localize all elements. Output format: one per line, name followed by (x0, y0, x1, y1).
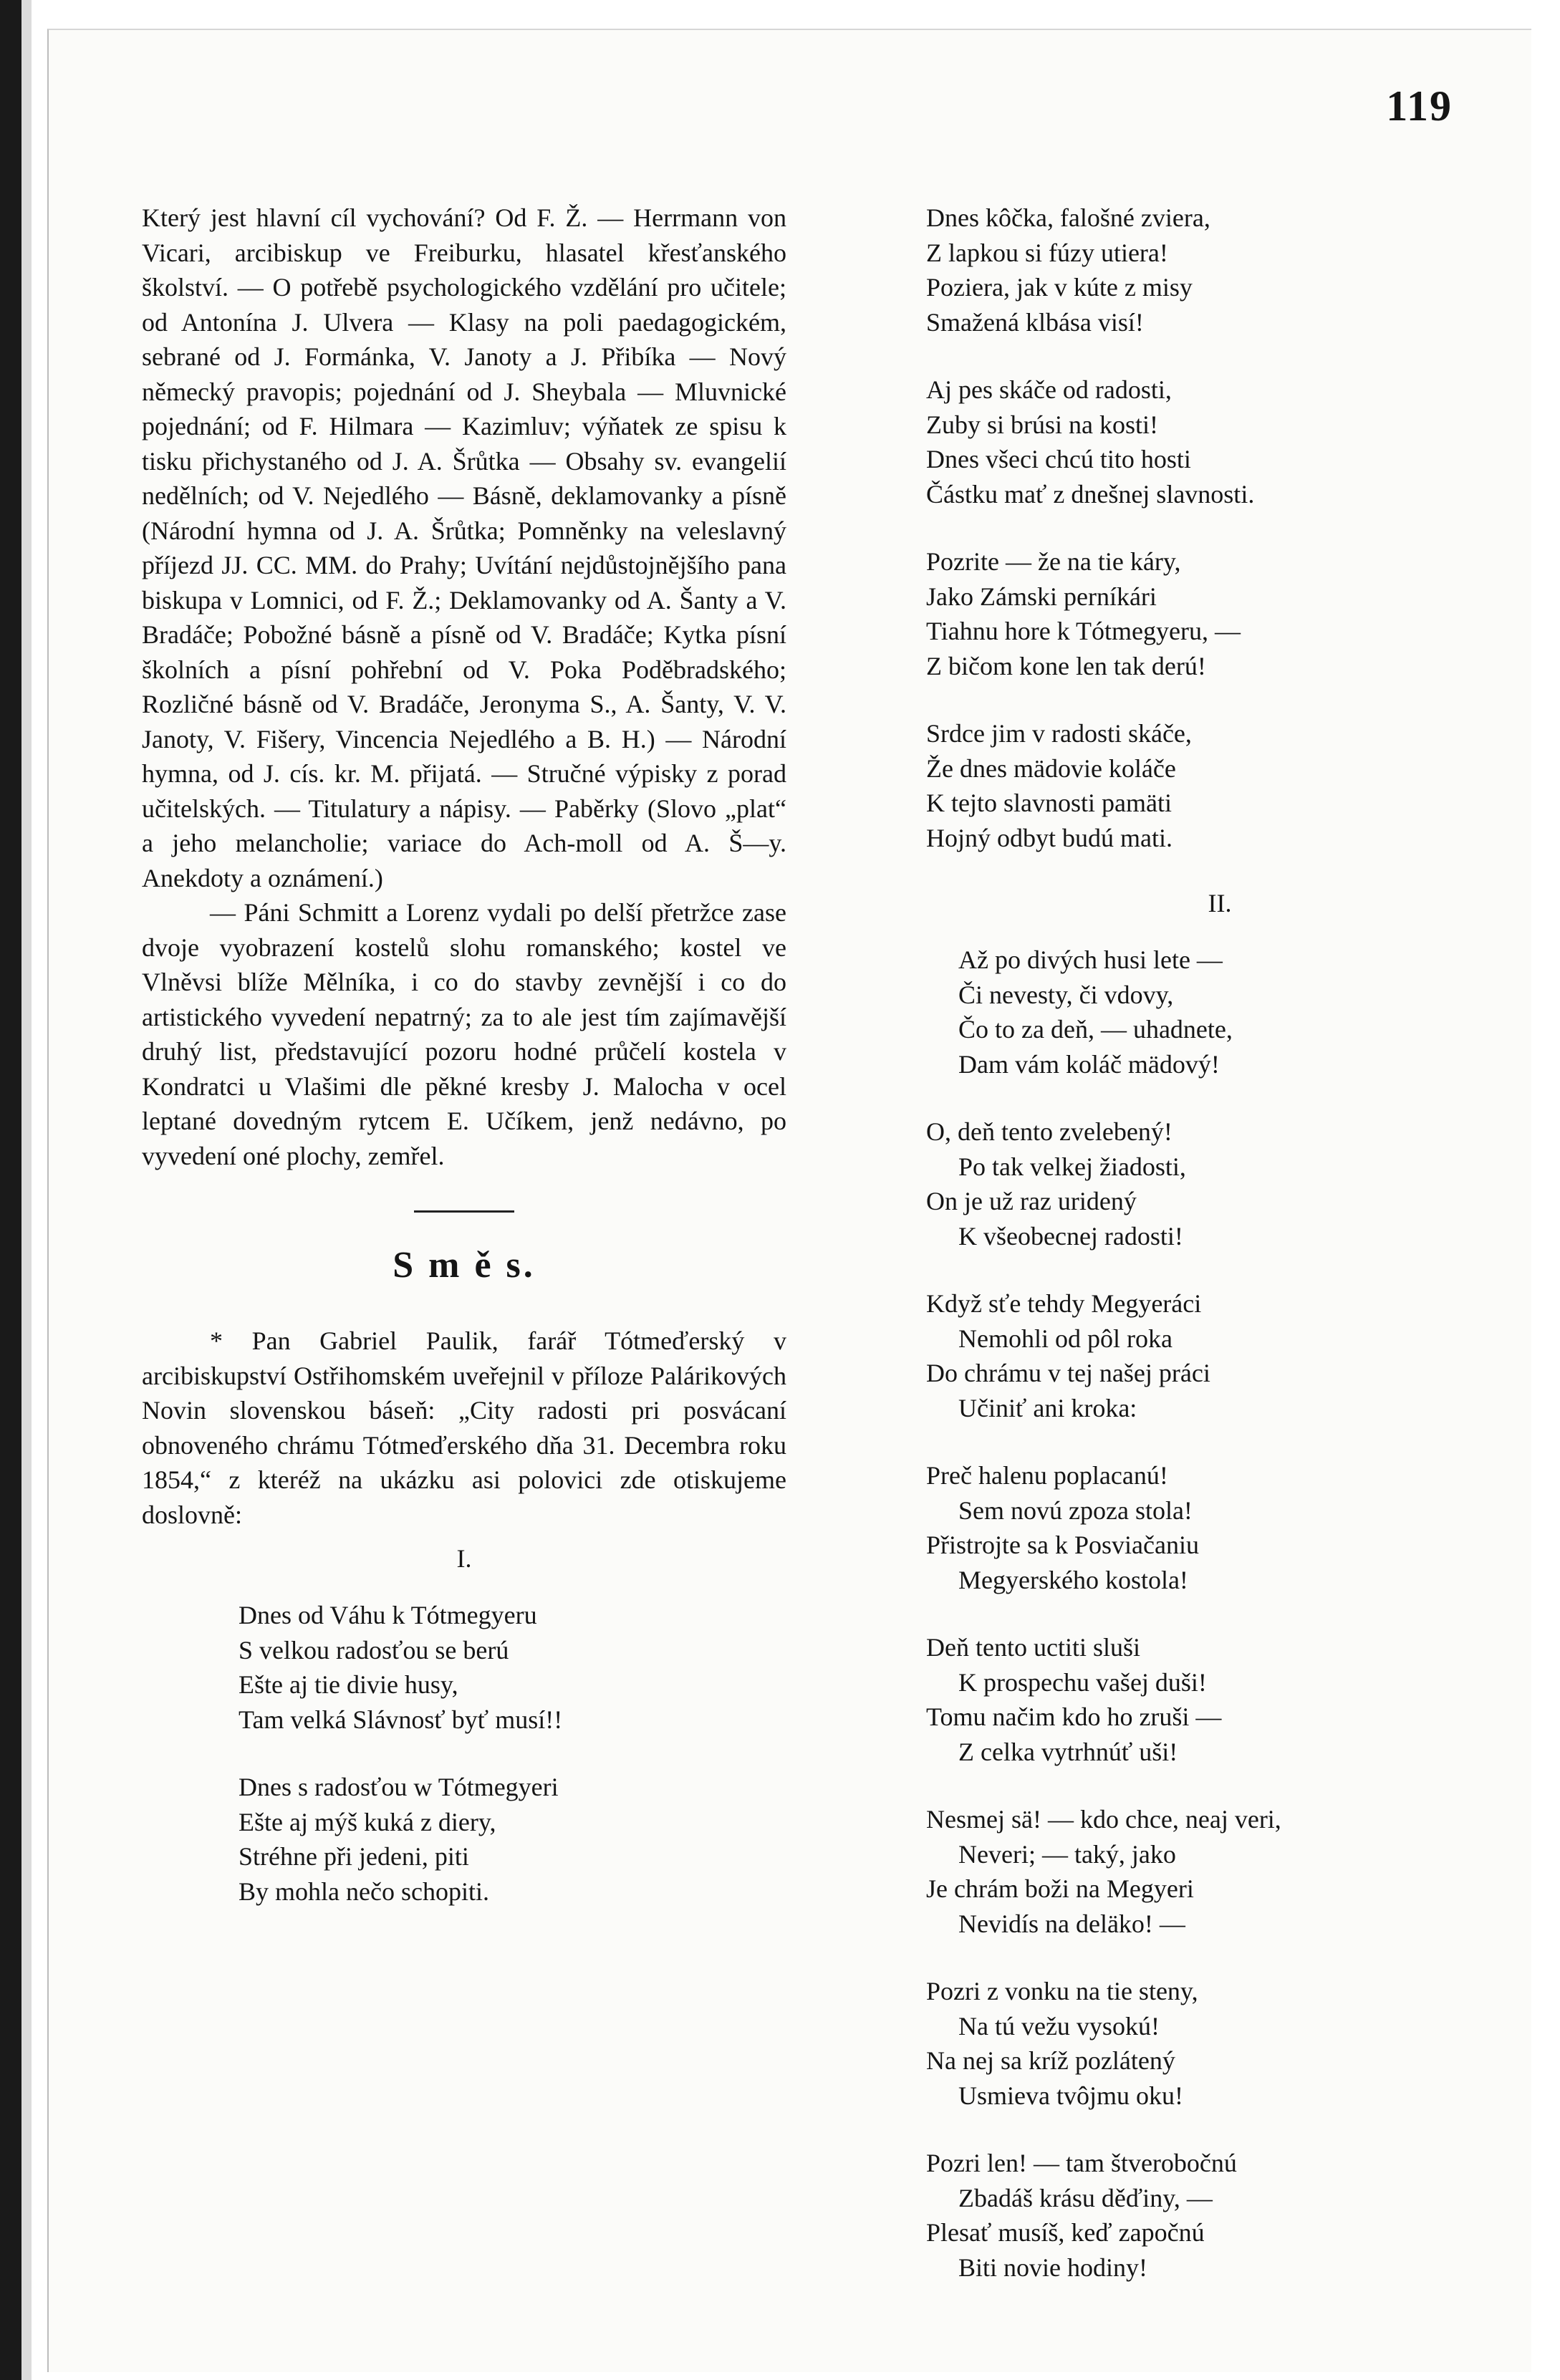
stanza (926, 201, 1513, 339)
poem-line: O, deň tento zvelebený! (926, 1117, 1173, 1146)
poem-line: Učiniť ani kroka: (958, 1393, 1137, 1422)
poem-line: K všeobecnej radosti! (958, 1221, 1183, 1251)
poem-line: Pozri z vonku na tie steny, (926, 1977, 1198, 2005)
poem-line: Aj pes skáče od radosti, (926, 375, 1172, 404)
stanza (142, 1598, 786, 1737)
poem-line: K prospechu vašej duši! (958, 1667, 1207, 1697)
poem-line: Pozrite — že na tie káry, (926, 547, 1181, 576)
poem-line: Biti novie hodiny! (958, 2253, 1147, 2282)
poem-line: Dnes všeci chcú tito hosti (926, 445, 1191, 473)
poem-line: Tiahnu hore k Tótmegyeru, — (926, 617, 1241, 645)
poem-line: Poziera, jak v kúte z misy (926, 273, 1193, 302)
poem-line: Je chrám boži na Megyeri (926, 1874, 1194, 1903)
poem-part-one (142, 1598, 786, 1909)
left-column (142, 201, 786, 1942)
poem-line: Deň tento uctiti sluši (926, 1633, 1140, 1662)
poem-line: Stréhne při jedeni, piti (239, 1842, 469, 1871)
poem-line: Částku mať z dnešnej slavnosti. (926, 479, 1255, 509)
poem-line: Ešte aj mýš kuká z diery, (239, 1807, 496, 1836)
poem-line: Když sťe tehdy Megyeráci (926, 1289, 1202, 1318)
poem-line: K tejto slavnosti pamäti (926, 789, 1172, 817)
book-page (47, 29, 1531, 2372)
stanza (926, 1630, 1513, 1769)
poem-line: Až po divých husi lete — (958, 945, 1223, 974)
poem-line: Dnes od Váhu k Tótmegyeru (239, 1601, 537, 1629)
poem-line: Usmieva tvôjmu oku! (958, 2081, 1183, 2110)
poem-line: By mohla nečo schopiti. (239, 1876, 489, 1906)
poem-line: Ešte aj tie divie husy, (239, 1670, 458, 1699)
poem-line: Srdce jim v radosti skáče, (926, 719, 1192, 748)
poem-line: Na nej sa kríž pozlátený (926, 2046, 1175, 2075)
poem-line: Či nevesty, či vdovy, (958, 980, 1174, 1009)
poem-line: Jako Zámski perníkári (926, 582, 1157, 611)
poem-line: Nemohli od pôl roka (958, 1324, 1173, 1353)
poem-line: Po tak velkej žiadosti, (958, 1152, 1186, 1181)
poem-line: On je už raz uridený (926, 1187, 1137, 1215)
poem-line: Neveri; — taký, jako (958, 1839, 1176, 1869)
poem-line: Na tú vežu vysokú! (958, 2011, 1160, 2041)
poem-line: Smažená klbása visí! (926, 307, 1144, 337)
stanza (926, 372, 1513, 511)
section-divider (414, 1210, 514, 1213)
stanza (926, 2146, 1513, 2285)
poem-part-numeral: I. (456, 1544, 472, 1573)
poem-line: Z lapkou si fúzy utiera! (926, 238, 1168, 267)
poem-line: Z bičom kone len tak derú! (926, 651, 1206, 680)
poem-line: Preč halenu poplacanú! (926, 1461, 1168, 1490)
poem-line: Nesmej sä! — kdo chce, neaj veri, (926, 1805, 1281, 1834)
poem-line: Do chrámu v tej našej práci (926, 1359, 1210, 1387)
section-title: S m ě s. (393, 1245, 536, 1286)
poem-introduction-paragraph: * Pan Gabriel Paulik, farář Tótmeďerský v arcibiskupství Ostřihomském uveřejnil v příloze Palárikových Novin slovenskou báseň: „City radosti pri posvácaní obnoveného chrámu Tótmeďerského dňa 31. Decembra roku 1854,“ z kteréž na ukázku asi polovici zde otiskujeme doslovně: (142, 1326, 786, 1529)
page-number: 119 (1386, 82, 1453, 130)
stanza (926, 943, 1513, 1081)
poem-line: Sem novú zpoza stola! (958, 1495, 1193, 1525)
periodical-contents-paragraph: Který jest hlavní cíl vychování? Od F. Ž. — Herrmann von Vicari, arcibiskup ve Freiburku, hlasatel křesťanského školství. — O potřebě psychologického vzdělání pro učitele; od Antonína J. Ulvera — Klasy na poli paedagogickém, sebrané od J. Formánka, V. Janoty a J. Přibíka — Nový německý pravopis; pojednání od J. Sheybala — Mluvnické pojednání; od F. Hilmara — Kazimluv; výňatek ze spisu k tisku přichystaného od J. A. Šrůtka — Obsahy sv. evangelií nedělních; od V. Nejedlého — Básně, deklamovanky a písně (Národní hymna od J. A. Šrůtka; Pomněnky na veleslavný příjezd JJ. CC. MM. do Prahy; Uvítání nejdůstojnějšího pana biskupa v Lomnici, od F. Ž.; Deklamovanky od A. Šanty a V. Bradáče; Pobožné básně a písně od V. Bradáče; Kytka písní školních a písní pohřební od V. Poka Poděbradského; Rozličné básně od V. Bradáče, Jeronyma S., A. Šanty, V. V. Janoty, V. Fišery, Vincencia Nejedlého a B. H.) — Národní hymna, od J. cís. kr. M. přijatá. — Stručné výpisky z porad učitelských. — Titulatury a nápisy. — Paběrky (Slovo „plat“ a jeho melancholie; variace do Ach-moll od A. Š—y. Anekdoty a oznámení.) (142, 203, 786, 892)
poem-line: Plesať musíš, keď započnú (926, 2218, 1205, 2247)
poem-line: Dnes s radosťou w Tótmegyeri (239, 1773, 559, 1801)
right-column (926, 201, 1513, 2318)
poem-line: Hojný odbyt budú mati. (926, 823, 1173, 852)
poem-line: Čo to za deň, — uhadnete, (958, 1015, 1233, 1044)
poem-line: Že dnes mädovie koláče (926, 753, 1176, 783)
poem-line: Přistrojte sa k Posviačaniu (926, 1531, 1199, 1559)
poem-line: Z celka vytrhnúť uši! (958, 1737, 1178, 1766)
poem-line: Megyerského kostola! (958, 1565, 1188, 1594)
poem-line: Tomu načim kdo ho zruši — (926, 1702, 1222, 1731)
poem-line: Pozri len! — tam štverobočnú (926, 2149, 1237, 2177)
stanza (926, 716, 1513, 855)
scan-binding-edge (21, 0, 32, 2380)
stanza (926, 1802, 1513, 1941)
poem-line: Zuby si brúsi na kosti! (926, 410, 1158, 439)
stanza (926, 1458, 1513, 1597)
engravings-notice-paragraph: — Páni Schmitt a Lorenz vydali po delší přetržce zase dvoje vyobrazení kostelů slohu romanského; kostel ve Vlněvsi blíže Mělníka, i co do stavby zevnější i co do artistického vyvedení nepatrný; za to ale jest tím zajímavější druhý list, představující pozoru hodné průčelí kostela v Kondratci u Vlašimi dle pěkné kresby J. Malocha v ocel leptané dovedným rytcem E. Učíkem, jenž nedávno, po vyvedení oné plochy, zemřel. (142, 898, 786, 1170)
poem-line: Tam velká Slávnosť byť musí!! (239, 1705, 563, 1734)
stanza (926, 1286, 1513, 1425)
stanza (926, 544, 1513, 683)
poem-part-numeral: II. (1208, 889, 1232, 917)
poem-line: Zbadáš krásu děďiny, — (958, 2183, 1213, 2212)
scan-binding-shadow (0, 0, 21, 2380)
stanza (926, 1974, 1513, 2113)
poem-line: S velkou radosťou se berú (239, 1635, 509, 1664)
stanza (142, 1770, 786, 1909)
stanza (926, 1114, 1513, 1253)
poem-line: Nevidís na deläko! — (958, 1909, 1185, 1938)
poem-line: Dam vám koláč mädový! (958, 1049, 1220, 1079)
poem-line: Dnes kôčka, falošné zviera, (926, 203, 1210, 232)
